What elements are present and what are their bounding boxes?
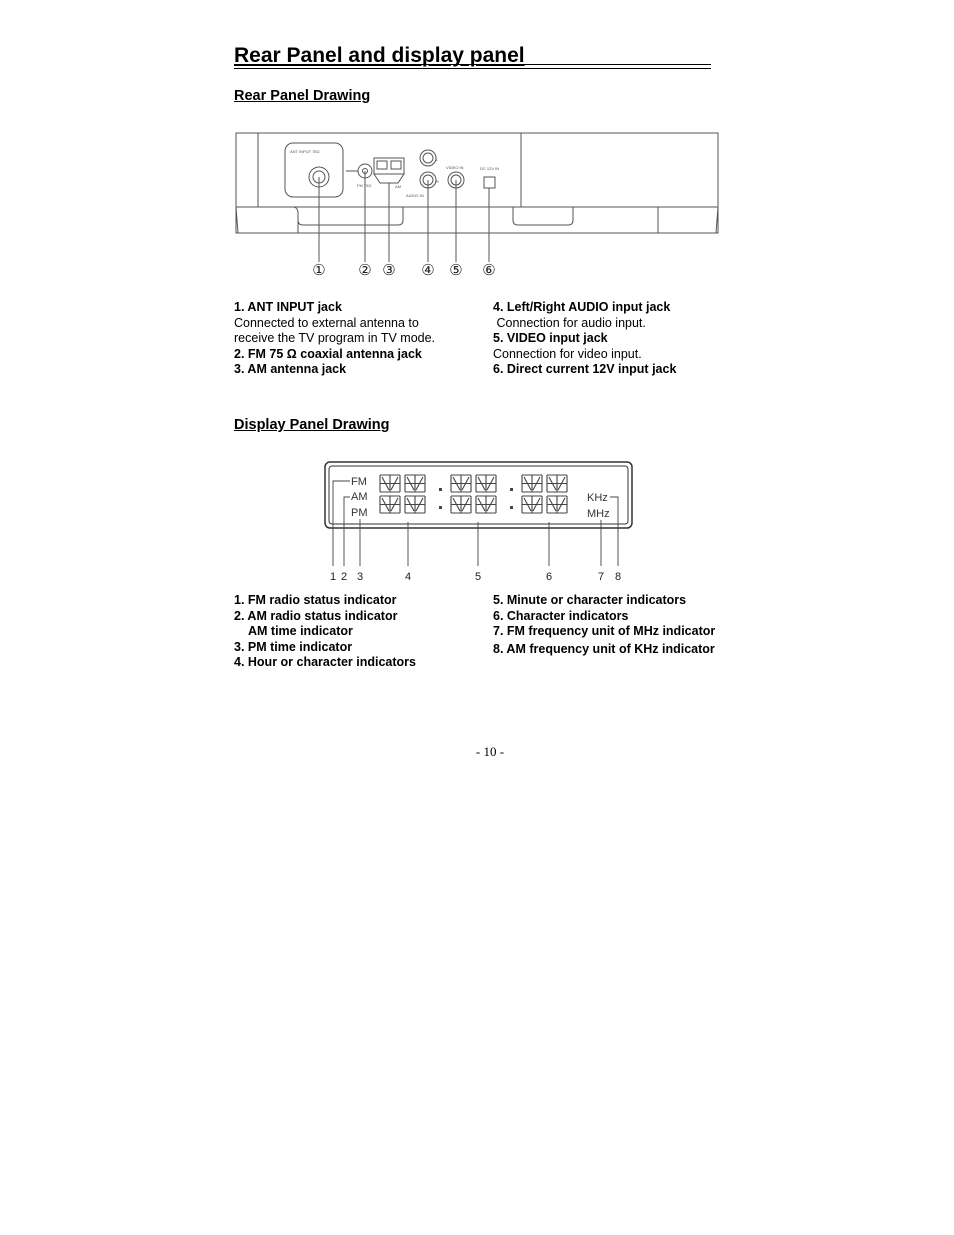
rear-item-4-line-1: Connection for audio input. [493, 316, 646, 330]
display-callout-7: 7 [597, 571, 605, 583]
display-panel-heading: Display Panel Drawing [234, 417, 390, 433]
display-item-1: 1. FM radio status indicator [234, 593, 397, 607]
page-number: - 10 - [475, 744, 505, 759]
svg-text:L: L [436, 157, 439, 162]
callout-3: ③ [382, 262, 396, 279]
pm-indicator: PM [351, 507, 368, 519]
rear-item-1-title: 1. ANT INPUT jack [234, 300, 342, 314]
display-item-5: 5. Minute or character indicators [493, 593, 687, 607]
khz-indicator: KHz [587, 492, 608, 504]
rear-item-2-title: 2. FM 75 Ω coaxial antenna jack [234, 347, 422, 361]
display-item-4: 4. Hour or character indicators [234, 655, 417, 669]
svg-text:AUDIO IN: AUDIO IN [406, 193, 424, 198]
rear-item-1-line-2: receive the TV program in TV mode. [234, 331, 436, 345]
svg-text:VIDEO IN: VIDEO IN [446, 165, 464, 170]
rear-panel-drawing [228, 125, 728, 285]
callout-4: ④ [421, 262, 435, 279]
display-item-7: 7. FM frequency unit of MHz indicator [493, 624, 716, 638]
rear-item-5-title: 5. VIDEO input jack [493, 331, 608, 345]
rear-item-1-line-1: Connected to external antenna to [234, 316, 419, 330]
display-callout-8: 8 [614, 571, 622, 583]
svg-text:R: R [436, 179, 439, 184]
rear-item-4-title: 4. Left/Right AUDIO input jack [493, 300, 671, 314]
display-panel-drawing [320, 458, 640, 586]
housing-outline [236, 133, 718, 233]
am-indicator: AM [351, 491, 368, 503]
display-item-3: 3. PM time indicator [234, 640, 353, 654]
fm-indicator: FM [351, 476, 367, 488]
display-item-2: 2. AM radio status indicator [234, 609, 398, 623]
am-terminal [374, 158, 404, 174]
display-item-8: 8. AM frequency unit of KHz indicator [493, 642, 715, 656]
callout-1: ① [312, 262, 326, 279]
svg-text:ANT INPUT 75Ω: ANT INPUT 75Ω [290, 149, 320, 154]
audio-jack-l [420, 150, 436, 166]
callout-5: ⑤ [449, 262, 463, 279]
svg-text:FM 75Ω: FM 75Ω [357, 183, 372, 188]
display-callout-6: 6 [545, 571, 553, 583]
display-item-6: 6. Character indicators [493, 609, 629, 623]
rear-panel-heading: Rear Panel Drawing [234, 88, 371, 104]
display-callout-5: 5 [474, 571, 482, 583]
rear-item-3-title: 3. AM antenna jack [234, 362, 347, 376]
svg-text:AM: AM [395, 184, 401, 189]
display-frame [325, 462, 632, 528]
display-callout-1: 1 [329, 571, 337, 583]
segment-digits [380, 475, 567, 513]
display-callout-2: 2 [340, 571, 348, 583]
rear-item-6-title: 6. Direct current 12V input jack [493, 362, 677, 376]
title-rule [234, 64, 711, 69]
display-item-2b: AM time indicator [248, 624, 353, 638]
dc-jack [484, 177, 495, 188]
page-title: Rear Panel and display panel [234, 44, 525, 67]
rear-item-5-line-1: Connection for video input. [493, 347, 642, 361]
svg-text:DC 12V IN: DC 12V IN [480, 166, 500, 171]
callout-2: ② [358, 262, 372, 279]
display-callout-3: 3 [356, 571, 364, 583]
display-callout-4: 4 [404, 571, 412, 583]
mhz-indicator: MHz [587, 508, 610, 520]
callout-6: ⑥ [482, 262, 496, 279]
